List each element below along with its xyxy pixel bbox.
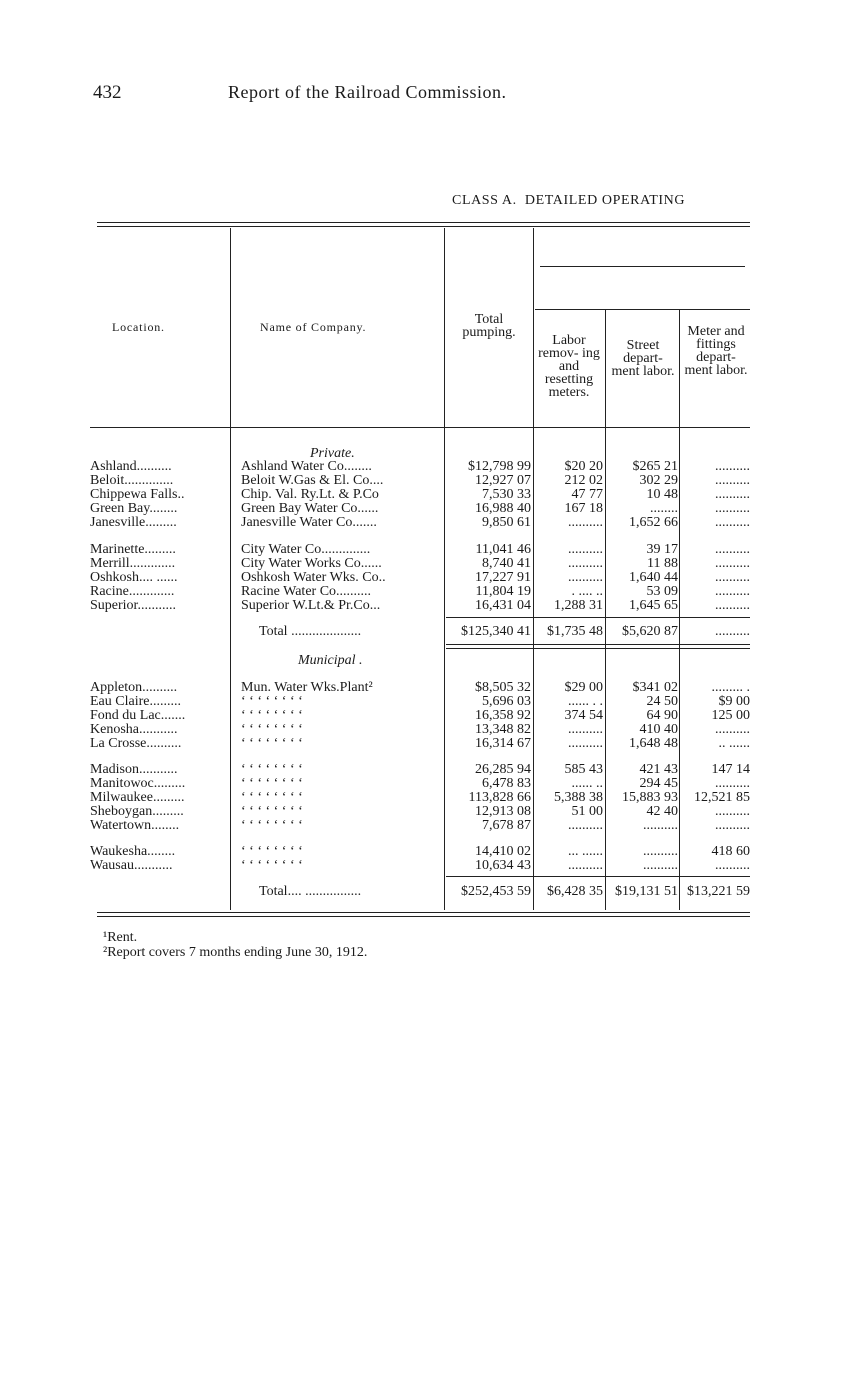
row-meter-labor: .......... xyxy=(715,858,750,873)
row-street-labor: 39 17 xyxy=(646,542,678,557)
private-total-labor: $1,735 48 xyxy=(547,624,603,639)
row-total-pumping: 7,530 33 xyxy=(482,487,531,502)
row-labor-meters: ...... . . xyxy=(568,694,603,709)
row-labor-meters: ...... .. xyxy=(571,776,603,791)
row-company-ditto: ‘ ‘ ‘ ‘ ‘ ‘ ‘ ‘ xyxy=(241,736,303,751)
row-company-ditto: ‘ ‘ ‘ ‘ ‘ ‘ ‘ ‘ xyxy=(241,818,303,833)
row-labor-meters: .......... xyxy=(568,736,603,751)
row-company-ditto: ‘ ‘ ‘ ‘ ‘ ‘ ‘ ‘ xyxy=(241,790,303,805)
subheader-rule xyxy=(535,309,750,310)
row-location: Waukesha........ xyxy=(90,844,176,859)
row-total-pumping: $8,505 32 xyxy=(475,680,531,695)
row-labor-meters: .......... xyxy=(568,515,603,530)
section-municipal-label: Municipal . xyxy=(298,653,363,668)
row-street-labor: .......... xyxy=(643,844,678,859)
table-bottom-rule-2 xyxy=(97,916,750,917)
row-labor-meters: .......... xyxy=(568,722,603,737)
row-meter-labor: .......... xyxy=(715,722,750,737)
row-company: Beloit W.Gas & El. Co.... xyxy=(241,473,384,488)
row-street-labor: 1,652 66 xyxy=(629,515,678,530)
running-header: Report of the Railroad Commission. xyxy=(228,82,507,102)
row-location: Milwaukee......... xyxy=(90,790,185,805)
row-labor-meters: 212 02 xyxy=(564,473,603,488)
private-total-street: $5,620 87 xyxy=(622,624,678,639)
private-total-rule-3 xyxy=(446,648,750,649)
table-top-rule xyxy=(97,222,750,223)
row-total-pumping: 113,828 66 xyxy=(468,790,531,805)
row-labor-meters: $29 00 xyxy=(564,680,603,695)
row-company: Oshkosh Water Wks. Co.. xyxy=(241,570,386,585)
row-location: Racine............. xyxy=(90,584,175,599)
municipal-total-street: $19,131 51 xyxy=(615,884,678,899)
row-total-pumping: 12,927 07 xyxy=(475,473,531,488)
row-street-labor: 410 40 xyxy=(639,722,678,737)
row-total-pumping: 5,696 03 xyxy=(482,694,531,709)
row-total-pumping: $12,798 99 xyxy=(468,459,531,474)
row-total-pumping: 6,478 83 xyxy=(482,776,531,791)
row-street-labor: $341 02 xyxy=(632,680,678,695)
row-company: Racine Water Co.......... xyxy=(241,584,372,599)
header-bottom-rule xyxy=(90,427,750,428)
header-total-pumping: Total pumping. xyxy=(462,312,516,340)
row-meter-labor: 418 60 xyxy=(711,844,750,859)
row-labor-meters: 5,388 38 xyxy=(554,790,603,805)
row-company: City Water Works Co...... xyxy=(241,556,382,571)
row-company: Chip. Val. Ry.Lt. & P.Co xyxy=(241,487,379,502)
row-company: City Water Co.............. xyxy=(241,542,371,557)
table-top-rule-2 xyxy=(97,226,750,227)
row-total-pumping: 12,913 08 xyxy=(475,804,531,819)
header-company: Name of Company. xyxy=(260,320,367,334)
row-meter-labor: .......... xyxy=(715,584,750,599)
row-street-labor: 294 45 xyxy=(639,776,678,791)
row-meter-labor: .. ...... xyxy=(718,736,750,751)
row-meter-labor: .......... xyxy=(715,804,750,819)
row-company: Janesville Water Co....... xyxy=(241,515,377,530)
row-location: Manitowoc......... xyxy=(90,776,186,791)
row-location: Marinette......... xyxy=(90,542,176,557)
private-total-pumping: $125,340 41 xyxy=(461,624,531,639)
row-street-labor: .......... xyxy=(643,858,678,873)
row-labor-meters: 1,288 31 xyxy=(554,598,603,613)
row-total-pumping: 11,804 19 xyxy=(475,584,531,599)
row-location: Kenosha........... xyxy=(90,722,178,737)
row-meter-labor: .......... xyxy=(715,473,750,488)
row-total-pumping: 14,410 02 xyxy=(475,844,531,859)
header-meter-labor: Meter and fittings depart- ment labor. xyxy=(684,324,748,378)
private-total-label: Total .................... xyxy=(259,624,362,639)
footnote-2: ²Report covers 7 months ending June 30, 1912. xyxy=(103,945,368,960)
row-meter-labor: .......... xyxy=(715,556,750,571)
row-street-labor: 302 29 xyxy=(639,473,678,488)
section-private-label: Private. xyxy=(310,446,355,461)
row-street-labor: .......... xyxy=(643,818,678,833)
header-street-labor: Street depart- ment labor. xyxy=(611,338,675,379)
row-labor-meters: ... ...... xyxy=(568,844,603,859)
row-street-labor: 53 09 xyxy=(646,584,678,599)
row-meter-labor: 12,521 85 xyxy=(694,790,750,805)
col-divider-4 xyxy=(605,309,606,910)
row-company: Superior W.Lt.& Pr.Co... xyxy=(241,598,381,613)
municipal-total-label: Total.... ................ xyxy=(259,884,362,899)
row-labor-meters: 51 00 xyxy=(571,804,603,819)
row-meter-labor: .......... xyxy=(715,818,750,833)
row-location: La Crosse.......... xyxy=(90,736,182,751)
row-total-pumping: 17,227 91 xyxy=(475,570,531,585)
row-company-ditto: ‘ ‘ ‘ ‘ ‘ ‘ ‘ ‘ xyxy=(241,694,303,709)
row-labor-meters: $20 20 xyxy=(564,459,603,474)
row-street-labor: $265 21 xyxy=(632,459,678,474)
municipal-total-pumping: $252,453 59 xyxy=(461,884,531,899)
row-street-labor: 10 48 xyxy=(646,487,678,502)
row-company-ditto: ‘ ‘ ‘ ‘ ‘ ‘ ‘ ‘ xyxy=(241,844,303,859)
col-divider-5 xyxy=(679,309,680,910)
row-total-pumping: 11,041 46 xyxy=(475,542,531,557)
row-location: Appleton.......... xyxy=(90,680,178,695)
row-company: Green Bay Water Co...... xyxy=(241,501,379,516)
row-street-labor: 24 50 xyxy=(646,694,678,709)
private-total-rule-2 xyxy=(446,644,750,645)
row-location: Wausau........... xyxy=(90,858,173,873)
municipal-total-rule xyxy=(446,876,750,877)
municipal-total-meter: $13,221 59 xyxy=(687,884,750,899)
table-bottom-rule xyxy=(97,912,750,913)
municipal-company-name: Mun. Water Wks.Plant² xyxy=(241,680,373,695)
private-total-meter: .......... xyxy=(715,624,750,639)
row-street-labor: 11 88 xyxy=(647,556,678,571)
row-location: Madison........... xyxy=(90,762,178,777)
row-meter-labor: .......... xyxy=(715,776,750,791)
col-divider-1 xyxy=(230,228,231,910)
row-labor-meters: .......... xyxy=(568,858,603,873)
row-street-labor: 421 43 xyxy=(639,762,678,777)
page-number: 432 xyxy=(93,82,122,103)
private-total-rule xyxy=(446,617,750,618)
row-labor-meters: .......... xyxy=(568,542,603,557)
municipal-total-labor: $6,428 35 xyxy=(547,884,603,899)
footnote-1: ¹Rent. xyxy=(103,930,138,945)
row-meter-labor: .......... xyxy=(715,515,750,530)
col-divider-2 xyxy=(444,228,445,910)
col-divider-3 xyxy=(533,228,534,910)
row-location: Sheboygan......... xyxy=(90,804,184,819)
row-company-ditto: ‘ ‘ ‘ ‘ ‘ ‘ ‘ ‘ xyxy=(241,762,303,777)
row-meter-labor: .......... xyxy=(715,570,750,585)
row-meter-labor: .......... xyxy=(715,598,750,613)
row-total-pumping: 16,431 04 xyxy=(475,598,531,613)
row-location: Fond du Lac....... xyxy=(90,708,186,723)
row-total-pumping: 13,348 82 xyxy=(475,722,531,737)
row-location: Superior........... xyxy=(90,598,176,613)
row-company-ditto: ‘ ‘ ‘ ‘ ‘ ‘ ‘ ‘ xyxy=(241,804,303,819)
row-location: Chippewa Falls.. xyxy=(90,487,185,502)
row-labor-meters: .......... xyxy=(568,570,603,585)
row-total-pumping: 16,988 40 xyxy=(475,501,531,516)
header-labor-meters: Labor remov- ing and resetting meters. xyxy=(538,333,600,400)
row-street-labor: 1,640 44 xyxy=(629,570,678,585)
row-company-ditto: ‘ ‘ ‘ ‘ ‘ ‘ ‘ ‘ xyxy=(241,708,303,723)
row-street-labor: 42 40 xyxy=(646,804,678,819)
row-meter-labor: .......... xyxy=(715,487,750,502)
row-meter-labor: 125 00 xyxy=(711,708,750,723)
row-total-pumping: 16,358 92 xyxy=(475,708,531,723)
row-total-pumping: 16,314 67 xyxy=(475,736,531,751)
row-location: Green Bay........ xyxy=(90,501,178,516)
row-labor-meters: 374 54 xyxy=(564,708,603,723)
row-total-pumping: 7,678 87 xyxy=(482,818,531,833)
row-meter-labor: .......... xyxy=(715,459,750,474)
row-meter-labor: 147 14 xyxy=(711,762,750,777)
row-street-labor: 64 90 xyxy=(646,708,678,723)
row-total-pumping: 26,285 94 xyxy=(475,762,531,777)
row-labor-meters: .......... xyxy=(568,556,603,571)
row-street-labor: 1,645 65 xyxy=(629,598,678,613)
row-company-ditto: ‘ ‘ ‘ ‘ ‘ ‘ ‘ ‘ xyxy=(241,858,303,873)
row-street-labor: 1,648 48 xyxy=(629,736,678,751)
row-company-ditto: ‘ ‘ ‘ ‘ ‘ ‘ ‘ ‘ xyxy=(241,776,303,791)
row-location: Merrill............. xyxy=(90,556,176,571)
row-company-ditto: ‘ ‘ ‘ ‘ ‘ ‘ ‘ ‘ xyxy=(241,722,303,737)
header-location: Location. xyxy=(112,320,165,334)
row-street-labor: 15,883 93 xyxy=(622,790,678,805)
row-location: Watertown........ xyxy=(90,818,180,833)
group-header-rule xyxy=(540,266,745,267)
row-location: Eau Claire......... xyxy=(90,694,181,709)
row-labor-meters: .......... xyxy=(568,818,603,833)
row-meter-labor: ......... . xyxy=(711,680,750,695)
row-location: Janesville......... xyxy=(90,515,177,530)
row-total-pumping: 8,740 41 xyxy=(482,556,531,571)
row-labor-meters: 585 43 xyxy=(564,762,603,777)
row-labor-meters: 167 18 xyxy=(564,501,603,516)
row-meter-labor: $9 00 xyxy=(718,694,750,709)
row-meter-labor: .......... xyxy=(715,542,750,557)
row-labor-meters: . .... .. xyxy=(571,584,603,599)
row-location: Ashland.......... xyxy=(90,459,172,474)
row-company: Ashland Water Co........ xyxy=(241,459,372,474)
row-street-labor: ........ xyxy=(650,501,678,516)
row-labor-meters: 47 77 xyxy=(571,487,603,502)
table-caption: CLASS A. DETAILED OPERATING xyxy=(452,193,686,208)
row-total-pumping: 10,634 43 xyxy=(475,858,531,873)
row-total-pumping: 9,850 61 xyxy=(482,515,531,530)
row-meter-labor: .......... xyxy=(715,501,750,516)
row-location: Oshkosh.... ...... xyxy=(90,570,178,585)
row-location: Beloit.............. xyxy=(90,473,174,488)
